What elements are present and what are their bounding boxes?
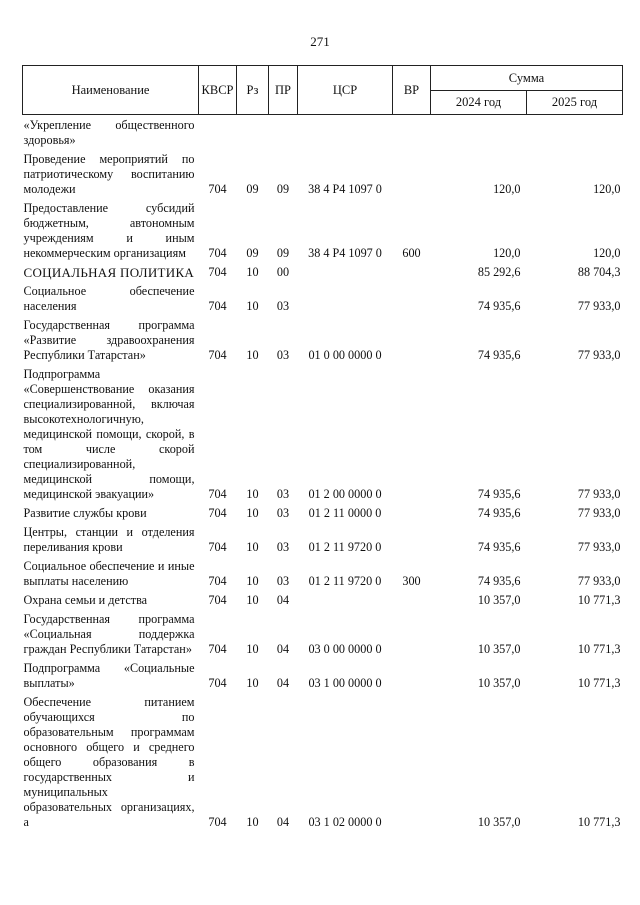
row-sum-2024: 74 935,6 bbox=[477, 574, 521, 588]
table-row bbox=[23, 525, 623, 559]
row-csr: 38 4 Р4 1097 0 bbox=[308, 182, 382, 196]
row-sum-2025: 77 933,0 bbox=[577, 348, 621, 362]
row-vr bbox=[393, 593, 431, 612]
row-sum-2024: 10 357,0 bbox=[477, 676, 521, 690]
row-csr: 03 1 00 0000 0 bbox=[308, 676, 382, 690]
row-pr: 03 bbox=[276, 299, 290, 313]
row-pr: 03 bbox=[276, 348, 290, 362]
row-sum-2025: 77 933,0 bbox=[577, 506, 621, 520]
row-rz: 10 bbox=[246, 593, 259, 607]
row-rz: 10 bbox=[246, 540, 259, 554]
table-body bbox=[23, 115, 623, 835]
table-row bbox=[23, 152, 623, 201]
table-row bbox=[23, 612, 623, 661]
row-csr: 01 2 11 9720 0 bbox=[308, 540, 382, 554]
row-pr bbox=[269, 115, 298, 153]
table-row bbox=[23, 506, 623, 525]
row-sum-2025: 88 704,3 bbox=[577, 265, 621, 279]
row-rz: 10 bbox=[246, 487, 259, 501]
row-sum-2025: 77 933,0 bbox=[577, 574, 621, 588]
row-csr bbox=[298, 265, 393, 284]
row-rz: 10 bbox=[246, 815, 259, 829]
header-pr: ПР bbox=[269, 66, 298, 115]
row-rz: 10 bbox=[246, 574, 259, 588]
row-name: СОЦИАЛЬНАЯ ПОЛИТИКА bbox=[23, 265, 195, 280]
row-name: Проведение мероприятий по патриотическому воспитанию молодежи bbox=[23, 152, 195, 196]
row-csr: 01 2 00 0000 0 bbox=[308, 487, 382, 501]
row-sum-2025: 10 771,3 bbox=[577, 593, 621, 607]
row-kvsr: 704 bbox=[208, 574, 227, 588]
row-pr: 04 bbox=[276, 815, 290, 829]
table-row bbox=[23, 367, 623, 506]
row-vr bbox=[393, 284, 431, 318]
row-sum-2025: 10 771,3 bbox=[577, 676, 621, 690]
table-row bbox=[23, 201, 623, 265]
row-sum-2024: 10 357,0 bbox=[477, 642, 521, 656]
row-csr: 01 0 00 0000 0 bbox=[308, 348, 382, 362]
row-vr bbox=[393, 506, 431, 525]
header-sum: Сумма bbox=[431, 66, 623, 91]
row-sum-2024: 120,0 bbox=[493, 182, 521, 196]
row-vr bbox=[393, 318, 431, 367]
row-kvsr: 704 bbox=[208, 299, 227, 313]
row-pr: 03 bbox=[276, 574, 290, 588]
row-sum-2024 bbox=[431, 115, 527, 153]
row-name: Подпрограмма «Социальные выплаты» bbox=[23, 661, 195, 690]
table-row bbox=[23, 265, 623, 284]
row-rz: 09 bbox=[246, 182, 259, 196]
row-rz: 10 bbox=[246, 265, 259, 279]
row-sum-2025: 120,0 bbox=[593, 246, 621, 260]
header-kvsr: КВСР bbox=[199, 66, 237, 115]
row-sum-2024: 74 935,6 bbox=[477, 540, 521, 554]
row-sum-2024: 74 935,6 bbox=[477, 487, 521, 501]
table-row bbox=[23, 593, 623, 612]
table-row bbox=[23, 115, 623, 153]
row-name: Развитие службы крови bbox=[23, 506, 147, 520]
row-sum-2024: 74 935,6 bbox=[477, 299, 521, 313]
row-kvsr: 704 bbox=[208, 642, 227, 656]
row-pr: 09 bbox=[276, 182, 290, 196]
budget-table bbox=[22, 65, 623, 834]
row-vr: 600 bbox=[402, 246, 421, 260]
header-year-2024: 2024 год bbox=[431, 91, 527, 115]
row-vr bbox=[393, 695, 431, 834]
row-sum-2025: 77 933,0 bbox=[577, 487, 621, 501]
row-name: Центры, станции и отделения переливания крови bbox=[23, 525, 195, 554]
row-vr bbox=[393, 612, 431, 661]
row-sum-2024: 85 292,6 bbox=[477, 265, 521, 279]
row-name: Государственная программа «Социальная поддержка граждан Республики Татарстан» bbox=[23, 612, 195, 656]
row-csr: 03 0 00 0000 0 bbox=[308, 642, 382, 656]
row-csr: 38 4 Р4 1097 0 bbox=[308, 246, 382, 260]
row-pr: 04 bbox=[276, 642, 290, 656]
row-vr bbox=[393, 661, 431, 695]
row-kvsr: 704 bbox=[208, 348, 227, 362]
row-rz: 10 bbox=[246, 348, 259, 362]
row-sum-2025: 77 933,0 bbox=[577, 540, 621, 554]
row-kvsr: 704 bbox=[208, 182, 227, 196]
row-kvsr: 704 bbox=[208, 506, 227, 520]
row-sum-2025 bbox=[527, 115, 623, 153]
table-row bbox=[23, 559, 623, 593]
row-pr: 00 bbox=[276, 265, 290, 279]
row-name: Социальное обеспечение и иные выплаты населению bbox=[23, 559, 195, 588]
row-rz: 10 bbox=[246, 506, 259, 520]
table-row bbox=[23, 661, 623, 695]
header-year-2025: 2025 год bbox=[527, 91, 623, 115]
page-number: 271 bbox=[310, 34, 330, 49]
row-rz: 09 bbox=[246, 246, 259, 260]
row-vr bbox=[393, 152, 431, 201]
row-rz: 10 bbox=[246, 299, 259, 313]
row-sum-2025: 10 771,3 bbox=[577, 642, 621, 656]
row-pr: 03 bbox=[276, 487, 290, 501]
row-sum-2025: 77 933,0 bbox=[577, 299, 621, 313]
header-csr: ЦСР bbox=[298, 66, 393, 115]
table-row bbox=[23, 695, 623, 834]
row-csr bbox=[298, 115, 393, 153]
row-rz: 10 bbox=[246, 642, 259, 656]
row-sum-2024: 74 935,6 bbox=[477, 348, 521, 362]
row-sum-2024: 10 357,0 bbox=[477, 593, 521, 607]
row-pr: 04 bbox=[276, 676, 290, 690]
table-row bbox=[23, 284, 623, 318]
row-vr bbox=[393, 115, 431, 153]
row-csr: 03 1 02 0000 0 bbox=[308, 815, 382, 829]
row-pr: 03 bbox=[276, 540, 290, 554]
row-vr bbox=[393, 525, 431, 559]
row-pr: 04 bbox=[276, 593, 290, 607]
row-sum-2024: 120,0 bbox=[493, 246, 521, 260]
row-csr bbox=[298, 284, 393, 318]
row-vr bbox=[393, 367, 431, 506]
row-vr bbox=[393, 265, 431, 284]
row-name: Государственная программа «Развитие здравоохранения Республики Татарстан» bbox=[23, 318, 195, 362]
header-rz: Рз bbox=[237, 66, 269, 115]
row-name: Подпрограмма «Совершенствование оказания специализированной, включая высокотехнологичную, медицинской помощи, скорой, в том числе скорой специализированной, медицинской помощи, медицинской эвакуации» bbox=[23, 367, 195, 501]
header-vr: ВР bbox=[393, 66, 431, 115]
row-name: Социальное обеспечение населения bbox=[23, 284, 195, 313]
row-rz bbox=[237, 115, 269, 153]
row-kvsr: 704 bbox=[208, 540, 227, 554]
row-kvsr: 704 bbox=[208, 265, 227, 279]
row-csr bbox=[298, 593, 393, 612]
row-name: «Укрепление общественного здоровья» bbox=[23, 118, 195, 147]
row-sum-2024: 74 935,6 bbox=[477, 506, 521, 520]
header-name: Наименование bbox=[23, 66, 199, 115]
row-sum-2024: 10 357,0 bbox=[477, 815, 521, 829]
row-kvsr bbox=[199, 115, 237, 153]
row-sum-2025: 10 771,3 bbox=[577, 815, 621, 829]
row-pr: 09 bbox=[276, 246, 290, 260]
row-kvsr: 704 bbox=[208, 815, 227, 829]
table-row bbox=[23, 318, 623, 367]
row-name: Охрана семьи и детства bbox=[23, 593, 148, 607]
row-csr: 01 2 11 9720 0 bbox=[308, 574, 382, 588]
row-rz: 10 bbox=[246, 676, 259, 690]
row-kvsr: 704 bbox=[208, 593, 227, 607]
row-csr: 01 2 11 0000 0 bbox=[308, 506, 382, 520]
row-pr: 03 bbox=[276, 506, 290, 520]
row-kvsr: 704 bbox=[208, 246, 227, 260]
row-kvsr: 704 bbox=[208, 487, 227, 501]
row-kvsr: 704 bbox=[208, 676, 227, 690]
row-sum-2025: 120,0 bbox=[593, 182, 621, 196]
row-name: Предоставление субсидий бюджетным, автономным учреждениям и иным некоммерческим организациям bbox=[23, 201, 195, 260]
row-vr: 300 bbox=[402, 574, 421, 588]
row-name: Обеспечение питанием обучающихся по образовательным программам основного общего и среднего общего образования в государственных и муниципальных образовательных организациях, а bbox=[23, 695, 195, 829]
